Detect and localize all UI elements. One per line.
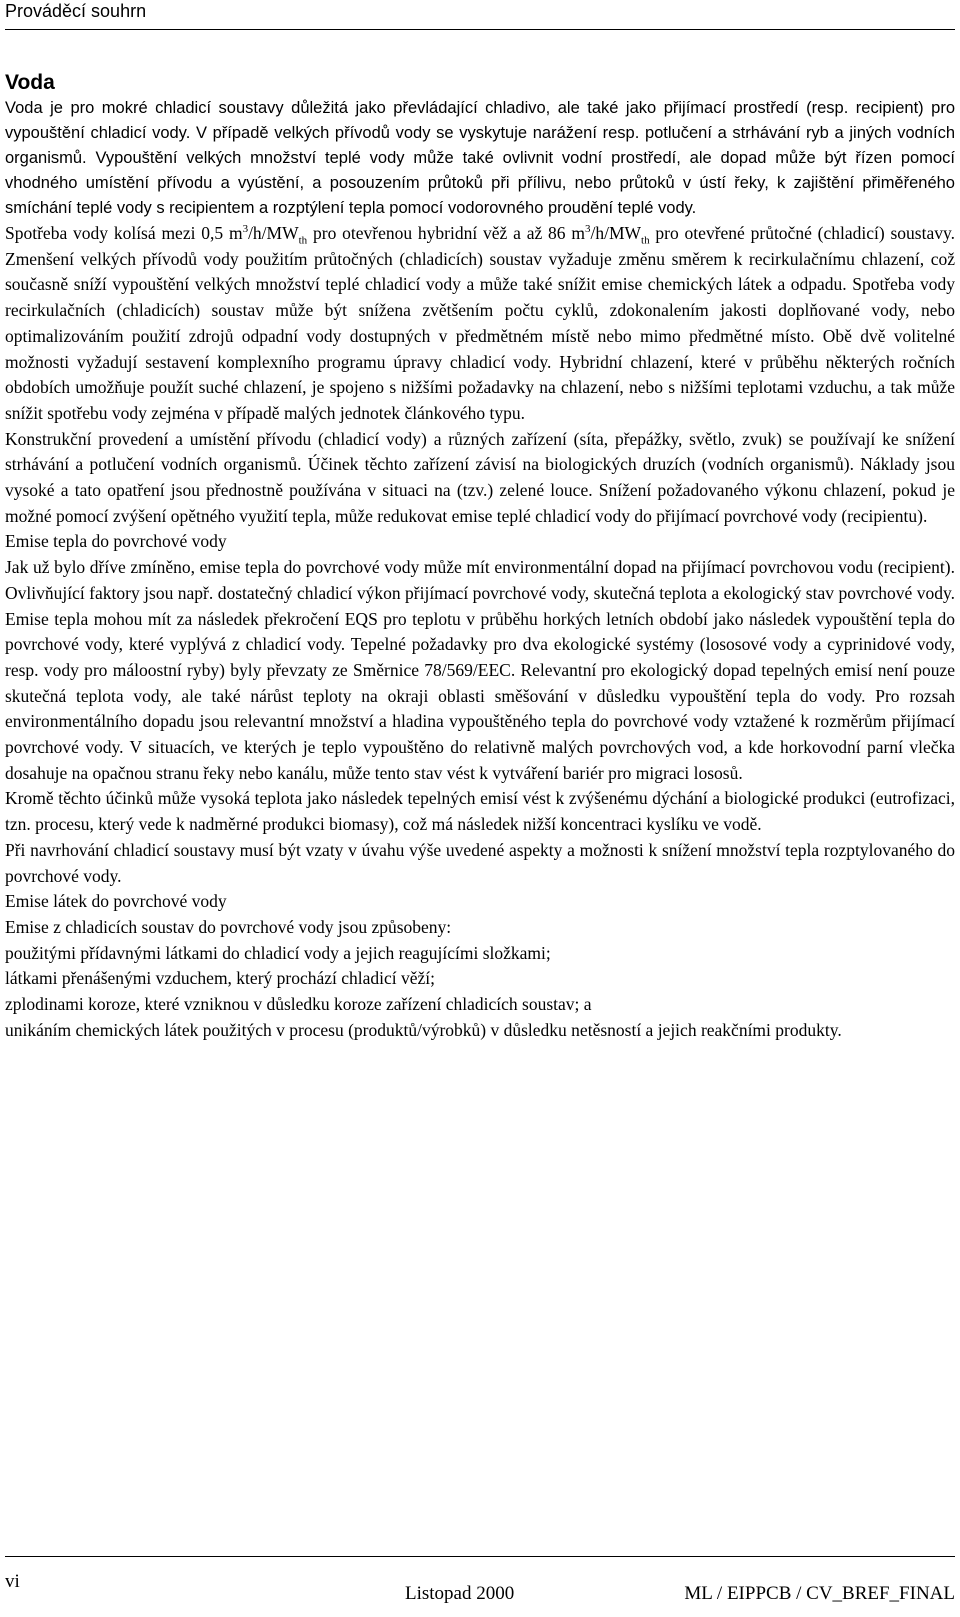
list-item: unikáním chemických látek použitých v procesu (produktů/výrobků) v důsledku netěsností a jejich reakčními produkty. [5,1019,842,1040]
page-number: vi [5,1571,20,1592]
section-title: Voda [5,71,55,94]
subscript: th [298,234,308,247]
subheading-heat-emission: Emise tepla do povrchové vody [5,531,227,552]
paragraph-design-considerations: Při navrhování chladicí soustavy musí být vzaty v úvahu výše uvedené aspekty a možnosti k snížení množství tepla rozptylovaného do povrchové vody. [5,839,955,886]
footer-rule [5,1556,955,1557]
list-item: zplodinami koroze, které vzniknou v důsledku koroze zařízení chladicích soustav; a [5,994,592,1015]
paragraph-eutrophication: Kromě těchto účinků může vysoká teplota jako následek tepelných emisí vést k zvýšenému dýchání a biologické produkci (eutrofizaci, tzn. procesu, který vede k nadměrné produkci biomasy), což má následek nižší koncentraci kyslíku ve vodě. [5,788,955,835]
paragraph-water-consumption [5,221,955,427]
superscript: 3 [584,223,591,236]
document-body [5,70,955,1044]
page-header [5,0,955,34]
text-run: Spotřeba vody kolísá mezi 0,5 m [5,223,243,243]
header-rule [5,29,955,30]
page-footer [5,1571,955,1604]
text-run: /h/MW [590,223,642,243]
list-item: látkami přenášenými vzduchem, který prochází chladicí věží; [5,968,436,989]
subheading-substance-emission: Emise látek do povrchové vody [5,891,227,912]
text-run: /h/MW [248,223,299,243]
subscript: th [641,234,650,247]
text-run: pro otevřené průtočné (chladicí) soustavy. Zmenšení velkých přívodů vody použitím průtočných (chladicích) soustav vyžaduje změnu směrem k recirkulačnímu chlazení, což současně sníží vypouštění velkých množství teplé chladicí vody a může také snížit emise chemických látek a odpadu. Spotřeba vody recirkulačních (chladicích) soustav může být snížena zvětšením počtu cyklů, zdokonalením jakosti doplňované vody, nebo optimalizováním použití zdrojů odpadní vody dostupných v předmětném místě nebo mimo předmětné místo. Obě dvě volitelné možnosti vyžadují sestavení komplexního programu úpravy chladicí vody. Hybridní chlazení, které v průběhu některých ročních obdobích umožňuje použít suché chlazení, je spojeno s nižšími požadavky na chlazení, nebo s nižšími teplotami vzduchu, a tak může snížit spotřebu vody zejména v případě malých jednotek článkového typu. [5,223,955,423]
running-header-title: Prováděcí souhrn [5,1,147,21]
superscript: 3 [242,223,249,236]
paragraph-heat-impact: Jak už bylo dříve zmíněno, emise tepla do povrchové vody může mít environmentální dopad na přijímací povrchovou vodu (recipient). Ovlivňující faktory jsou např. dostatečný chladicí výkon přijímací povrchové vody, skutečná teplota a ekologický stav povrchové vody. Emise tepla mohou mít za následek překročení EQS pro teplotu v průběhu horkých letních období jako následek vypouštění tepla do povrchové vody, které vyplývá z chladicí vody. Tepelné požadavky pro dva ekologické systémy (lososové vody a cyprinidové vody, resp. vody pro máloostní ryby) byly převzaty ze Směrnice 78/569/EEC. Relevantní pro ekologický dopad tepelných emisí není pouze skutečná teplota vody, ale také nárůst teploty na okraji oblasti směšování v důsledku vypouštění tepla do vody. Pro rozsah environmentálního dopadu jsou relevantní množství a hladina vypouštěného tepla do povrchové vody vztažené k rozměrům přijímací povrchové vody. V situacích, ve kterých je teplo vypouštěno do relativně malých povrchových vod, a kde horkovodní parní vlečka dosahuje na opačnou stranu řeky nebo kanálu, může tento stav vést k vytváření bariér pro migraci lososů. [5,557,955,783]
paragraph-emission-causes: Emise z chladicích soustav do povrchové vody jsou způsobeny: [5,916,452,937]
paragraph-intro: Voda je pro mokré chladicí soustavy důležitá jako převládající chladivo, ale také jako přijímací prostředí (resp. recipient) pro vypouštění chladicí vody. V případě velkých přívodů vody se vyskytuje narážení resp. potlučení a strhávání ryb a jiných vodních organismů. Vypouštění velkých množství teplé vody může také ovlivnit vodní prostředí, ale dopad může být řízen pomocí vhodného umístění přívodu a vyústění, a posouzením průtoků při přílivu, nebo průtoků v ústí řeky, k zajištění přiměřeného smíchání teplé vody s recipientem a rozptýlení tepla pomocí vodorovného proudění teplé vody. [5,99,955,217]
footer-date: Listopad 2000 [405,1583,515,1604]
list-item: použitými přídavnými látkami do chladicí vody a jejich reagujícími složkami; [5,942,551,963]
text-run: pro otevřenou hybridní věž a až 86 m [307,223,585,243]
paragraph-intake-design: Konstrukční provedení a umístění přívodu (chladicí vody) a různých zařízení (síta, přepážky, světlo, zvuk) se používají ke snížení strhávání a potlučení vodních organismů. Účinek těchto zařízení závisí na biologických druzích (vodních organismů). Náklady jsou vysoké a tato opatření jsou přednostně používána v situaci na (tzv.) zelené louce. Snížení požadovaného výkonu chlazení, pokud je možné pomocí zvýšení opětného využití tepla, může redukovat emise teplé chladicí vody do přijímací povrchové vody (recipientu). [5,428,955,526]
footer-reference: ML / EIPPCB / CV_BREF_FINAL [684,1583,955,1604]
